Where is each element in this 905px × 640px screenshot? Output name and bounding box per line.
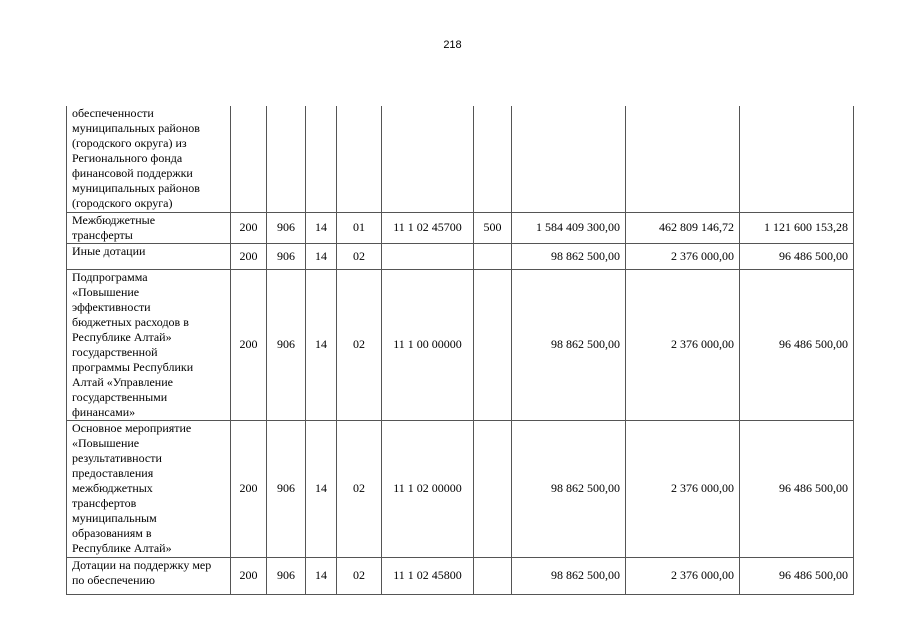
table-row xyxy=(67,269,854,420)
col-plan-amount: 1 584 409 300,00 xyxy=(512,212,626,243)
description-line: финансовой поддержки xyxy=(72,166,193,180)
col-section: 14 xyxy=(306,243,337,269)
description-line: обеспеченности xyxy=(72,106,154,120)
col-chapter: 200 xyxy=(231,269,267,420)
description-line: межбюджетных xyxy=(72,480,153,495)
description-line: эффективности xyxy=(72,299,151,314)
description-line: по обеспечению xyxy=(72,572,155,587)
col-plan-amount: 98 862 500,00 xyxy=(512,557,626,594)
table-row xyxy=(67,106,854,212)
col-plan-amount: 98 862 500,00 xyxy=(512,243,626,269)
col-ministry: 906 xyxy=(267,269,306,420)
col-executed-amount: 2 376 000,00 xyxy=(626,269,740,420)
col-section xyxy=(306,106,337,212)
description-line: бюджетных расходов в xyxy=(72,314,189,329)
page-number: 218 xyxy=(443,39,462,51)
col-subsection: 01 xyxy=(337,212,382,243)
col-ministry xyxy=(267,106,306,212)
col-target-article: 11 1 00 00000 xyxy=(382,269,474,420)
budget-table xyxy=(66,106,854,595)
col-executed-amount: 2 376 000,00 xyxy=(626,557,740,594)
col-subsection: 02 xyxy=(337,557,382,594)
col-section: 14 xyxy=(306,212,337,243)
description-line: программы Республики xyxy=(72,359,194,374)
col-remaining-amount: 1 121 600 153,28 xyxy=(740,212,854,243)
description-line: Алтай «Управление xyxy=(72,374,173,389)
description-line: Иные дотации xyxy=(72,243,146,258)
description-line: Республике Алтай» xyxy=(72,540,172,555)
col-ministry: 906 xyxy=(267,212,306,243)
col-target-article: 11 1 02 45700 xyxy=(382,212,474,243)
description-line: (городского округа) xyxy=(72,196,173,210)
table-row xyxy=(67,212,854,243)
description-line: Основное мероприятие xyxy=(72,420,192,435)
col-expense-type xyxy=(474,557,512,594)
col-chapter xyxy=(231,106,267,212)
col-remaining-amount xyxy=(740,106,854,212)
description-line: предоставления xyxy=(72,465,154,480)
description-line: государственной xyxy=(72,344,158,359)
col-subsection: 02 xyxy=(337,243,382,269)
col-expense-type: 500 xyxy=(474,212,512,243)
col-subsection xyxy=(337,106,382,212)
description-line: результативности xyxy=(72,450,162,465)
col-target-article: 11 1 02 00000 xyxy=(382,420,474,557)
col-remaining-amount: 96 486 500,00 xyxy=(740,557,854,594)
col-expense-type xyxy=(474,243,512,269)
description-line: трансфертов xyxy=(72,495,137,510)
row-description xyxy=(67,269,231,420)
row-description xyxy=(67,243,231,269)
col-section: 14 xyxy=(306,420,337,557)
col-remaining-amount: 96 486 500,00 xyxy=(740,420,854,557)
col-subsection: 02 xyxy=(337,420,382,557)
col-chapter: 200 xyxy=(231,420,267,557)
col-executed-amount: 462 809 146,72 xyxy=(626,212,740,243)
col-target-article: 11 1 02 45800 xyxy=(382,557,474,594)
col-executed-amount: 2 376 000,00 xyxy=(626,243,740,269)
col-remaining-amount: 96 486 500,00 xyxy=(740,269,854,420)
description-line: муниципальных районов xyxy=(72,181,200,195)
row-description xyxy=(67,420,231,557)
col-expense-type xyxy=(474,420,512,557)
description-line: (городского округа) из xyxy=(72,136,187,150)
description-line: Подпрограмма xyxy=(72,269,148,284)
row-description xyxy=(67,212,231,243)
col-ministry: 906 xyxy=(267,420,306,557)
table-row xyxy=(67,557,854,594)
description-line: Межбюджетные xyxy=(72,212,156,227)
col-executed-amount: 2 376 000,00 xyxy=(626,420,740,557)
col-executed-amount xyxy=(626,106,740,212)
col-plan-amount xyxy=(512,106,626,212)
description-line: Регионального фонда xyxy=(72,151,183,165)
table-row xyxy=(67,420,854,557)
col-ministry: 906 xyxy=(267,557,306,594)
description-line: «Повышение xyxy=(72,284,140,299)
col-remaining-amount: 96 486 500,00 xyxy=(740,243,854,269)
col-section: 14 xyxy=(306,269,337,420)
description-line: трансферты xyxy=(72,227,133,242)
table-row xyxy=(67,243,854,269)
col-expense-type xyxy=(474,106,512,212)
description-line: муниципальным xyxy=(72,510,157,525)
budget-table-body xyxy=(67,106,854,594)
col-chapter: 200 xyxy=(231,212,267,243)
col-target-article xyxy=(382,243,474,269)
description-line: Республике Алтай» xyxy=(72,329,172,344)
col-subsection: 02 xyxy=(337,269,382,420)
row-description xyxy=(67,106,231,212)
col-ministry: 906 xyxy=(267,243,306,269)
col-chapter: 200 xyxy=(231,243,267,269)
row-description xyxy=(67,557,231,594)
description-line: образованиям в xyxy=(72,525,152,540)
description-line: Дотации на поддержку мер xyxy=(72,557,212,572)
col-section: 14 xyxy=(306,557,337,594)
col-target-article xyxy=(382,106,474,212)
description-line: государственными xyxy=(72,389,168,404)
col-chapter: 200 xyxy=(231,557,267,594)
description-line: муниципальных районов xyxy=(72,121,200,135)
col-plan-amount: 98 862 500,00 xyxy=(512,420,626,557)
description-line: «Повышение xyxy=(72,435,140,450)
col-expense-type xyxy=(474,269,512,420)
col-plan-amount: 98 862 500,00 xyxy=(512,269,626,420)
description-line: финансами» xyxy=(72,404,136,419)
